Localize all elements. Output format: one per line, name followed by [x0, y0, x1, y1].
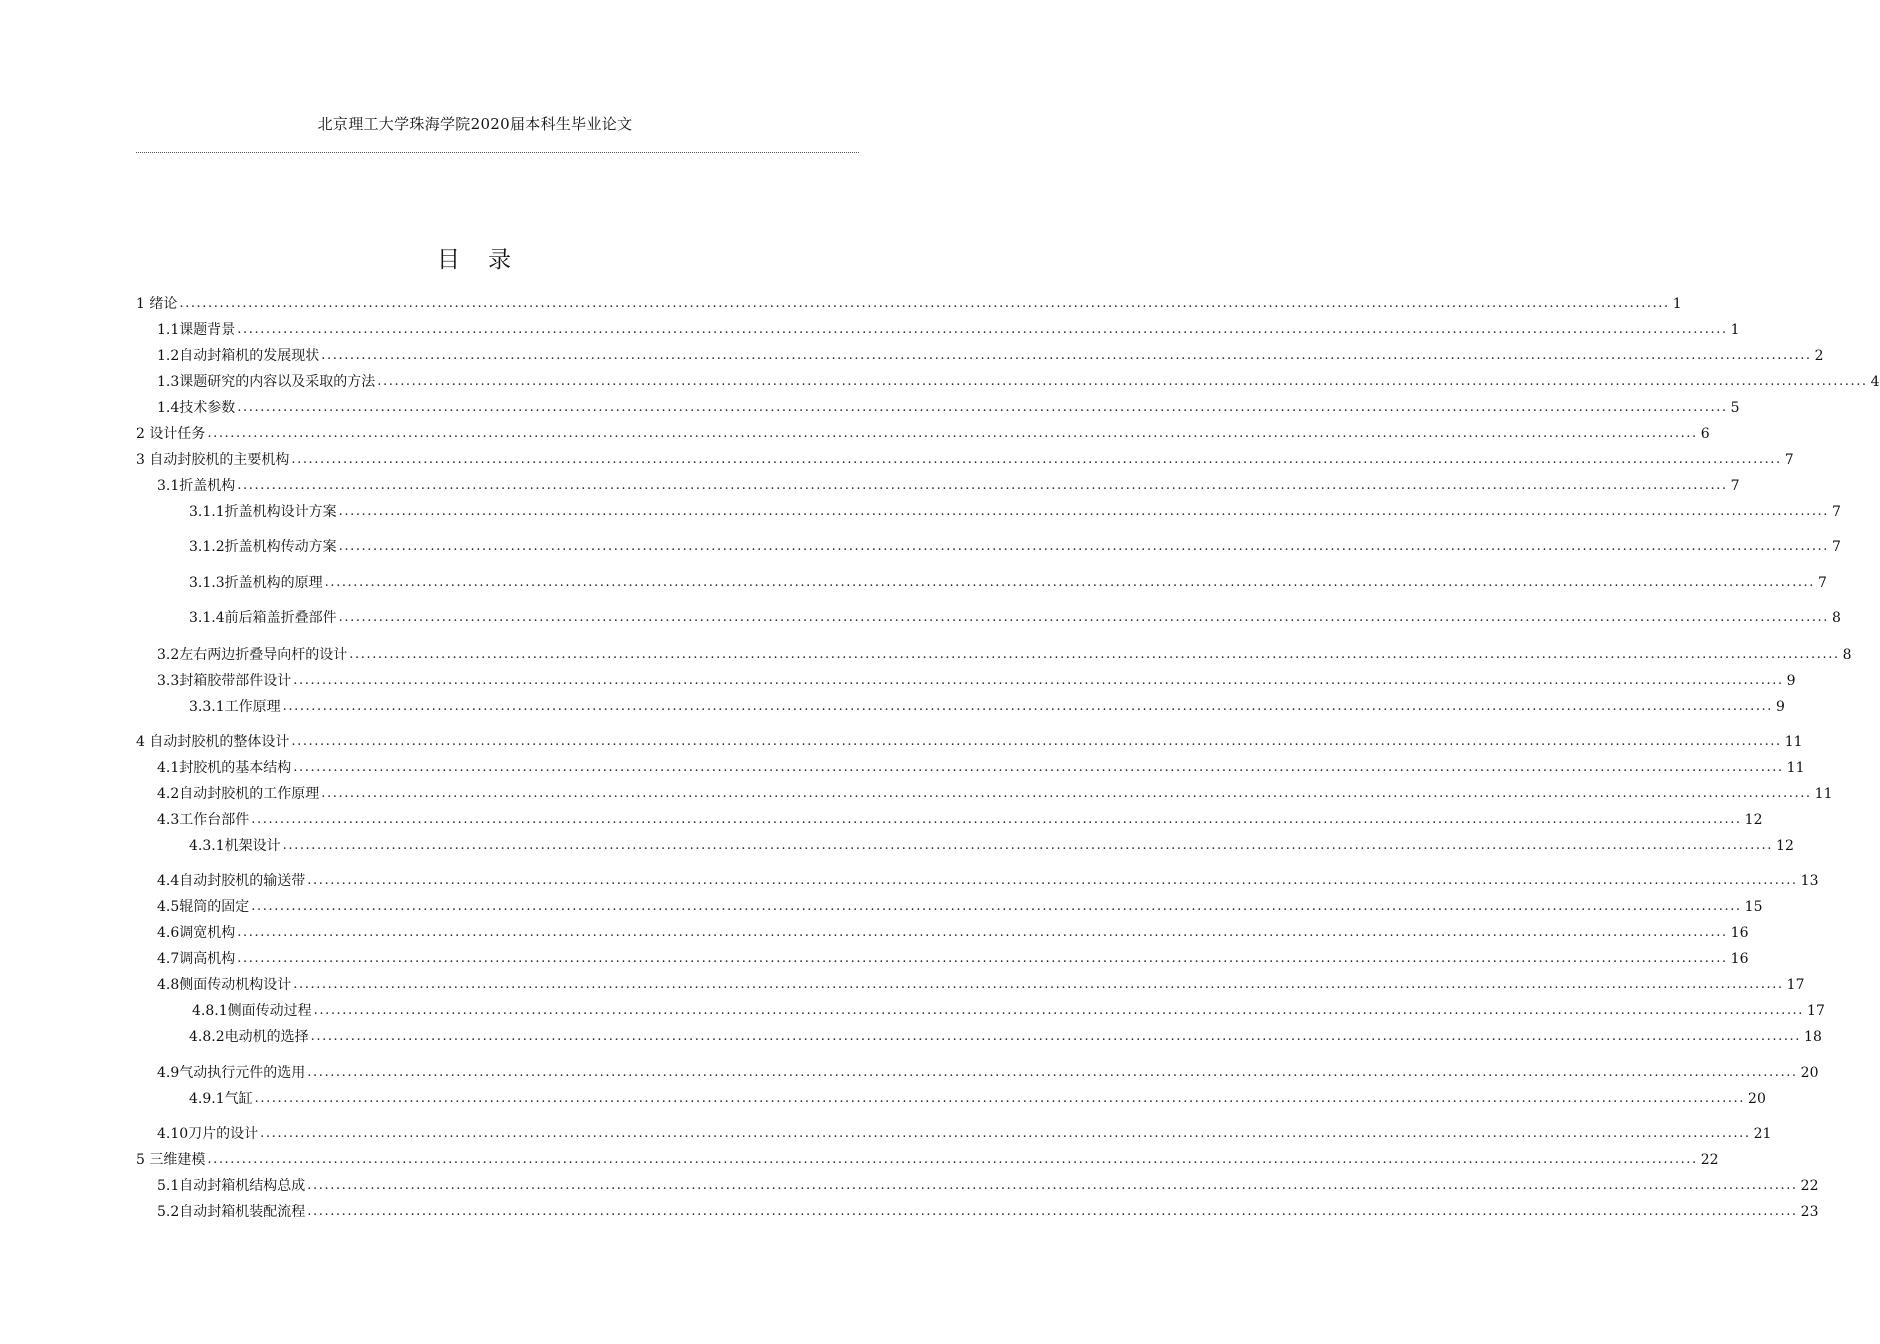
toc-leader: .................................................................................................................................................................................................................................................................... [293, 977, 1784, 992]
toc-leader: .................................................................................................................................................................................................................................................................... [338, 504, 1830, 519]
toc-entry[interactable] [189, 1027, 1822, 1047]
toc-entry[interactable] [157, 1202, 1819, 1222]
toc-leader: .................................................................................................................................................................................................................................................................... [307, 873, 1798, 888]
toc-entry-page: 20 [1748, 1091, 1766, 1107]
toc-entry-label: 1.1课题背景 [157, 322, 236, 338]
toc-entry-label: 4.8侧面传动机构设计 [157, 977, 292, 993]
toc-leader: .................................................................................................................................................................................................................................................................... [321, 786, 1812, 801]
toc-entry-page: 7 [1784, 452, 1794, 468]
toc-leader: .................................................................................................................................................................................................................................................................... [321, 348, 1812, 363]
toc-entry-label: 3.1.4前后箱盖折叠部件 [189, 610, 337, 626]
toc-entry-page: 5 [1730, 400, 1740, 416]
toc-entry[interactable] [157, 476, 1740, 496]
toc-entry[interactable] [157, 871, 1819, 891]
toc-entry-page: 11 [1784, 734, 1803, 750]
toc-entry[interactable] [189, 573, 1827, 593]
toc-entry-page: 21 [1753, 1126, 1772, 1142]
toc-leader: .................................................................................................................................................................................................................................................................... [307, 1065, 1798, 1080]
toc-entry-page: 22 [1800, 1178, 1819, 1194]
toc-leader: .................................................................................................................................................................................................................................................................... [310, 1029, 1802, 1044]
toc-entry-label: 3.3封箱胶带部件设计 [157, 673, 292, 689]
toc-entry-page: 17 [1807, 1003, 1825, 1019]
toc-entry[interactable] [189, 1089, 1766, 1109]
toc-leader: .................................................................................................................................................................................................................................................................... [313, 1003, 1805, 1018]
toc-leader: .................................................................................................................................................................................................................................................................... [293, 673, 1784, 688]
toc-entry-label: 4 自动封胶机的整体设计 [136, 734, 290, 750]
toc-entry[interactable] [157, 784, 1833, 804]
toc-entry[interactable] [189, 502, 1841, 522]
toc-leader: .................................................................................................................................................................................................................................................................... [237, 478, 1728, 493]
toc-heading-right: 录 [488, 247, 513, 273]
toc-entry-label: 4.8.2电动机的选择 [189, 1029, 309, 1045]
toc-entry-page: 15 [1744, 899, 1763, 915]
toc-entry[interactable] [136, 732, 1803, 752]
toc-entry[interactable] [192, 1001, 1825, 1021]
toc-entry-label: 3.1.1折盖机构设计方案 [189, 504, 337, 520]
toc-entry[interactable] [136, 294, 1682, 314]
toc-leader: .................................................................................................................................................................................................................................................................... [291, 734, 1782, 749]
toc-leader: .................................................................................................................................................................................................................................................................... [291, 452, 1782, 467]
toc-leader: .................................................................................................................................................................................................................................................................... [349, 647, 1840, 662]
toc-entry-page: 17 [1786, 977, 1805, 993]
toc-entry-page: 12 [1744, 812, 1763, 828]
toc-entry-page: 13 [1800, 873, 1819, 889]
toc-leader: .................................................................................................................................................................................................................................................................... [307, 1204, 1798, 1219]
toc-leader: .................................................................................................................................................................................................................................................................... [324, 575, 1816, 590]
toc-entry[interactable] [157, 671, 1796, 691]
toc-entry[interactable] [157, 1124, 1772, 1144]
toc-leader: .................................................................................................................................................................................................................................................................... [237, 925, 1728, 940]
toc-entry-page: 1 [1730, 322, 1740, 338]
toc-entry-label: 4.2自动封胶机的工作原理 [157, 786, 320, 802]
toc-entry-label: 1.4技术参数 [157, 400, 236, 416]
toc-entry-label: 3 自动封胶机的主要机构 [136, 452, 290, 468]
toc-entry-page: 4 [1870, 374, 1880, 390]
toc-entry-label: 4.3工作台部件 [157, 812, 250, 828]
toc-entry[interactable] [157, 975, 1805, 995]
toc-entry-page: 8 [1842, 647, 1852, 663]
toc-entry[interactable] [189, 608, 1841, 628]
toc-entry-page: 20 [1800, 1065, 1819, 1081]
running-header: 北京理工大学珠海学院2020届本科生毕业论文 [317, 115, 633, 133]
toc-leader: .................................................................................................................................................................................................................................................................... [207, 426, 1698, 441]
toc-entry[interactable] [136, 424, 1710, 444]
toc-entry[interactable] [189, 836, 1794, 856]
toc-leader: .................................................................................................................................................................................................................................................................... [251, 812, 1742, 827]
toc-entry-page: 7 [1832, 504, 1841, 520]
toc-entry[interactable] [157, 949, 1749, 969]
toc-entry-label: 4.9.1气缸 [189, 1091, 253, 1107]
toc-leader: .................................................................................................................................................................................................................................................................... [260, 1126, 1751, 1141]
toc-entry-page: 8 [1832, 610, 1841, 626]
toc-entry-label: 1.3课题研究的内容以及采取的方法 [157, 374, 376, 390]
toc-entry-label: 3.1折盖机构 [157, 478, 236, 494]
toc-entry[interactable] [157, 758, 1805, 778]
toc-entry-label: 4.5辊筒的固定 [157, 899, 250, 915]
toc-entry-label: 2 设计任务 [136, 426, 206, 442]
toc-entry-label: 3.1.3折盖机构的原理 [189, 575, 323, 591]
toc-entry-label: 4.10刀片的设计 [157, 1126, 259, 1142]
toc-entry-label: 4.9气动执行元件的选用 [157, 1065, 306, 1081]
toc-entry-page: 1 [1672, 296, 1682, 312]
toc-leader: .................................................................................................................................................................................................................................................................... [377, 374, 1868, 389]
toc-entry[interactable] [157, 923, 1749, 943]
toc-leader: .................................................................................................................................................................................................................................................................... [338, 539, 1830, 554]
toc-entry-label: 4.3.1机架设计 [189, 838, 281, 854]
toc-entry-label: 3.2左右两边折叠导向杆的设计 [157, 647, 348, 663]
toc-entry-page: 7 [1832, 539, 1841, 555]
toc-leader: .................................................................................................................................................................................................................................................................... [254, 1091, 1746, 1106]
toc-entry-page: 18 [1804, 1029, 1822, 1045]
toc-entry-page: 16 [1730, 951, 1749, 967]
toc-entry-page: 22 [1700, 1152, 1719, 1168]
toc-entry[interactable] [157, 372, 1880, 392]
toc-entry-page: 9 [1776, 699, 1785, 715]
toc-entry[interactable] [157, 810, 1763, 830]
toc-entry[interactable] [189, 537, 1841, 557]
toc-entry[interactable] [157, 897, 1763, 917]
toc-entry-page: 2 [1814, 348, 1824, 364]
toc-leader: .................................................................................................................................................................................................................................................................... [251, 899, 1742, 914]
toc-entry-label: 4.1封胶机的基本结构 [157, 760, 292, 776]
toc-leader: .................................................................................................................................................................................................................................................................... [237, 322, 1728, 337]
toc-entry-page: 11 [1814, 786, 1833, 802]
toc-entry[interactable] [136, 450, 1794, 470]
toc-entry-page: 6 [1700, 426, 1710, 442]
toc-entry-page: 12 [1776, 838, 1794, 854]
toc-entry-label: 5 三维建模 [136, 1152, 206, 1168]
toc-entry[interactable] [157, 1176, 1819, 1196]
toc-leader: .................................................................................................................................................................................................................................................................... [307, 1178, 1798, 1193]
toc-entry[interactable] [189, 697, 1785, 717]
toc-entry-page: 9 [1786, 673, 1796, 689]
toc-entry-label: 3.1.2折盖机构传动方案 [189, 539, 337, 555]
toc-heading-left: 目 [437, 247, 462, 273]
toc-entry-label: 1.2自动封箱机的发展现状 [157, 348, 320, 364]
toc-entry[interactable] [136, 1150, 1719, 1170]
toc-entry-label: 4.4自动封胶机的输送带 [157, 873, 306, 889]
toc-leader: .................................................................................................................................................................................................................................................................... [237, 400, 1728, 415]
toc-entry-page: 23 [1800, 1204, 1819, 1220]
toc-entry-page: 7 [1730, 478, 1740, 494]
toc-leader: .................................................................................................................................................................................................................................................................... [179, 296, 1670, 311]
toc-leader: .................................................................................................................................................................................................................................................................... [338, 610, 1830, 625]
toc-entry-label: 4.8.1侧面传动过程 [192, 1003, 312, 1019]
toc-entry[interactable] [157, 645, 1852, 665]
toc-leader: .................................................................................................................................................................................................................................................................... [207, 1152, 1698, 1167]
toc-entry-label: 1 绪论 [136, 296, 178, 312]
toc-entry-label: 3.3.1工作原理 [189, 699, 281, 715]
toc-entry-page: 11 [1786, 760, 1805, 776]
toc-entry-page: 7 [1818, 575, 1827, 591]
toc-entry-page: 16 [1730, 925, 1749, 941]
toc-entry-label: 5.1自动封箱机结构总成 [157, 1178, 306, 1194]
toc-entry-label: 4.6调宽机构 [157, 925, 236, 941]
toc-entry[interactable] [157, 1063, 1819, 1083]
toc-leader: .................................................................................................................................................................................................................................................................... [282, 838, 1774, 853]
toc-entry[interactable] [157, 346, 1824, 366]
toc-entry[interactable] [157, 398, 1740, 418]
toc-entry-label: 4.7调高机构 [157, 951, 236, 967]
toc-entry[interactable] [157, 320, 1740, 340]
toc-leader: .................................................................................................................................................................................................................................................................... [237, 951, 1728, 966]
toc-entry-label: 5.2自动封箱机装配流程 [157, 1204, 306, 1220]
toc-leader: .................................................................................................................................................................................................................................................................... [293, 760, 1784, 775]
toc-leader: .................................................................................................................................................................................................................................................................... [282, 699, 1774, 714]
